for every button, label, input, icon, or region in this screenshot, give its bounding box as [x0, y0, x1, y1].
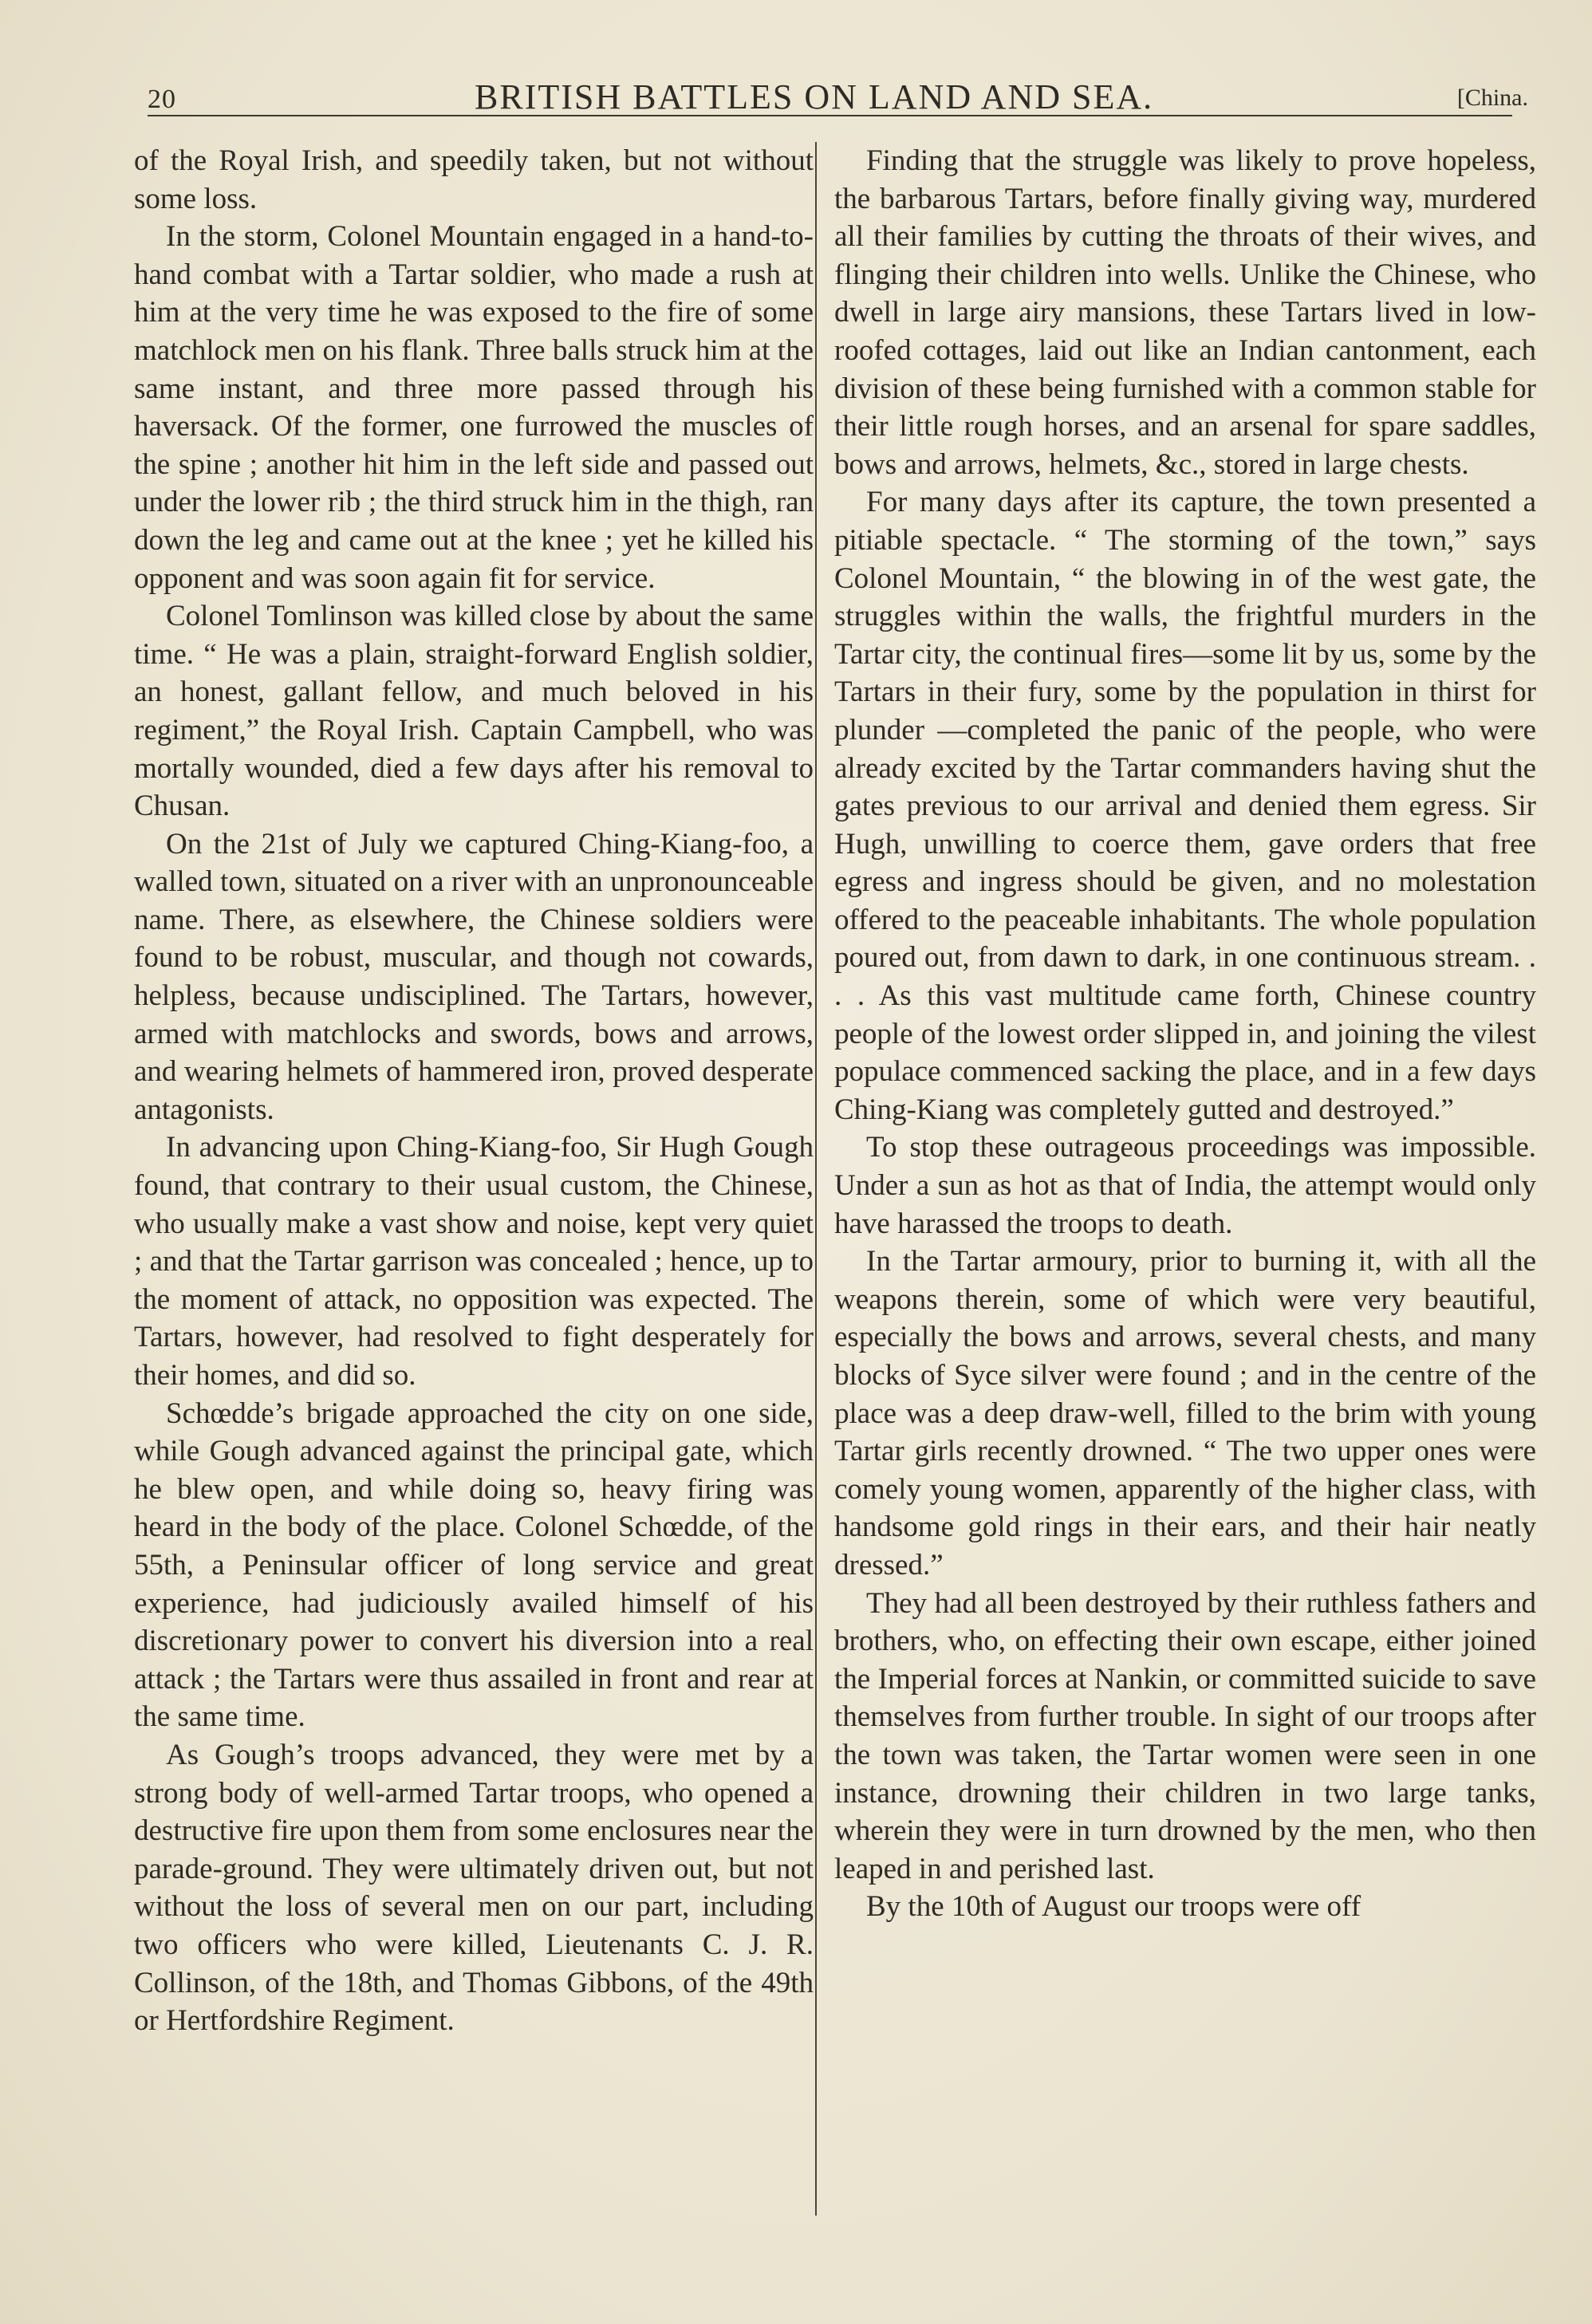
- right-column: [834, 142, 1536, 1926]
- page-number: 20: [148, 85, 176, 114]
- paragraph: To stop these outrageous proceedings was impossible. Under a sun as hot as that of India, the attempt would only have harassed the troops to death.: [834, 1131, 1536, 1240]
- paragraph: Finding that the struggle was likely to prove hopeless, the barbarous Tartars, before finally giving way, murdered all their families by cutting the throats of their wives, and flinging their children into wells. Unlike the Chinese, who dwell in large airy mansions, these Tartars lived in low-roofed cottages, laid out like an Indian cantonment, each division of these being furnished with a common stable for their little rough horses, and an arsenal for spare saddles, bows and arrows, helmets, &c., stored in large chests.: [834, 144, 1536, 481]
- left-column: [134, 142, 814, 2040]
- paragraph: By the 10th of August our troops were off: [866, 1890, 1361, 1924]
- paragraph: In the storm, Colonel Mountain engaged in a hand-to-hand combat with a Tartar soldier, who made a rush at him at the very time he was exposed to the fire of some matchlock men on his flank. Three balls struck him at the same instant, and three more passed through his haversack. Of the former, one furrowed the muscles of the spine ; another hit him in the left side and passed out under the lower rib ; the third struck him in the thigh, ran down the leg and came out at the knee ; yet he killed his opponent and was soon again fit for service.: [134, 220, 814, 595]
- paragraph: of the Royal Irish, and speedily taken, but not without some loss.: [134, 144, 814, 215]
- paragraph: Schœdde’s brigade approached the city on one side, while Gough advanced against the principal gate, which he blew open, and while doing so, heavy firing was heard in the body of the place. Colonel Schœdde, of the 55th, a Peninsular officer of long service and great experience, had judiciously availed himself of his discretionary power to convert his diversion into a real attack ; the Tartars were thus assailed in front and rear at the same time.: [134, 1396, 814, 1734]
- paragraph: In advancing upon Ching-Kiang-foo, Sir Hugh Gough found, that contrary to their usual custom, the Chinese, who usually make a vast show and noise, kept very quiet ; and that the Tartar garrison was concealed ; hence, up to the moment of attack, no opposition was expected. The Tartars, however, had resolved to fight desperately for their homes, and did so.: [134, 1131, 814, 1392]
- paragraph: They had all been destroyed by their ruthless fathers and brothers, who, on effecting their own escape, either joined the Imperial forces at Nankin, or committed suicide to save themselves from further trouble. In sight of our troops after the town was taken, the Tartar women were seen in one instance, drowning their children in two large tanks, wherein they were in turn drowned by the men, who then leaped in and perished last.: [834, 1586, 1536, 1885]
- paragraph: As Gough’s troops advanced, they were met by a strong body of well-armed Tartar troops, who opened a destructive fire upon them from some enclosures near the parade-ground. They were ultimately driven out, but not without the loss of several men on our part, including two officers who were killed, Lieutenants C. J. R. Collinson, of the 18th, and Thomas Gibbons, of the 49th or Hertfordshire Regiment.: [134, 1738, 814, 2038]
- page-header: [148, 73, 1544, 121]
- paragraph: In the Tartar armoury, prior to burning it, with all the weapons therein, some of which were very beautiful, especially the bows and arrows, several chests, and many blocks of Syce silver were found ; and in the centre of the place was a deep draw-well, filled to the brim with young Tartar girls recently drowned. “ The two upper ones were comely young women, apparently of the higher class, with handsome gold rings in their ears, and their hair neatly dressed.”: [834, 1245, 1536, 1582]
- header-rule: [148, 115, 1512, 116]
- section-label: [China.: [1456, 85, 1528, 111]
- running-title: BRITISH BATTLES ON LAND AND SEA.: [475, 77, 1154, 116]
- column-divider: [815, 142, 817, 2216]
- paragraph: Colonel Tomlinson was killed close by about the same time. “ He was a plain, straight-forward English soldier, an honest, gallant fellow, and much beloved in his regiment,” the Royal Irish. Captain Campbell, who was mortally wounded, died a few days after his removal to Chusan.: [134, 600, 814, 823]
- paragraph: For many days after its capture, the town presented a pitiable spectacle. “ The storming of the town,” says Colonel Mountain, “ the blowing in of the west gate, the struggles within the walls, the frightful murders in the Tartar city, the continual fires—some lit by us, some by the Tartars in their fury, some by the population in thirst for plunder —completed the panic of the people, who were already excited by the Tartar commanders having shut the gates previous to our arrival and denied them egress. Sir Hugh, unwilling to coerce them, gave orders that free egress and ingress should be given, and no molestation offered to the peaceable inhabitants. The whole population poured out, from dawn to dark, in one continuous stream. . . . As this vast multitude came forth, Chinese country people of the lowest order slipped in, and joining the vilest populace commenced sacking the place, and in a few days Ching-Kiang was completely gutted and destroyed.”: [834, 486, 1536, 1126]
- paragraph: On the 21st of July we captured Ching-Kiang-foo, a walled town, situated on a river with an unpronounceable name. There, as elsewhere, the Chinese soldiers were found to be robust, muscular, and though not cowards, helpless, because undisciplined. The Tartars, however, armed with matchlocks and swords, bows and arrows, and wearing helmets of hammered iron, proved desperate antagonists.: [134, 827, 814, 1126]
